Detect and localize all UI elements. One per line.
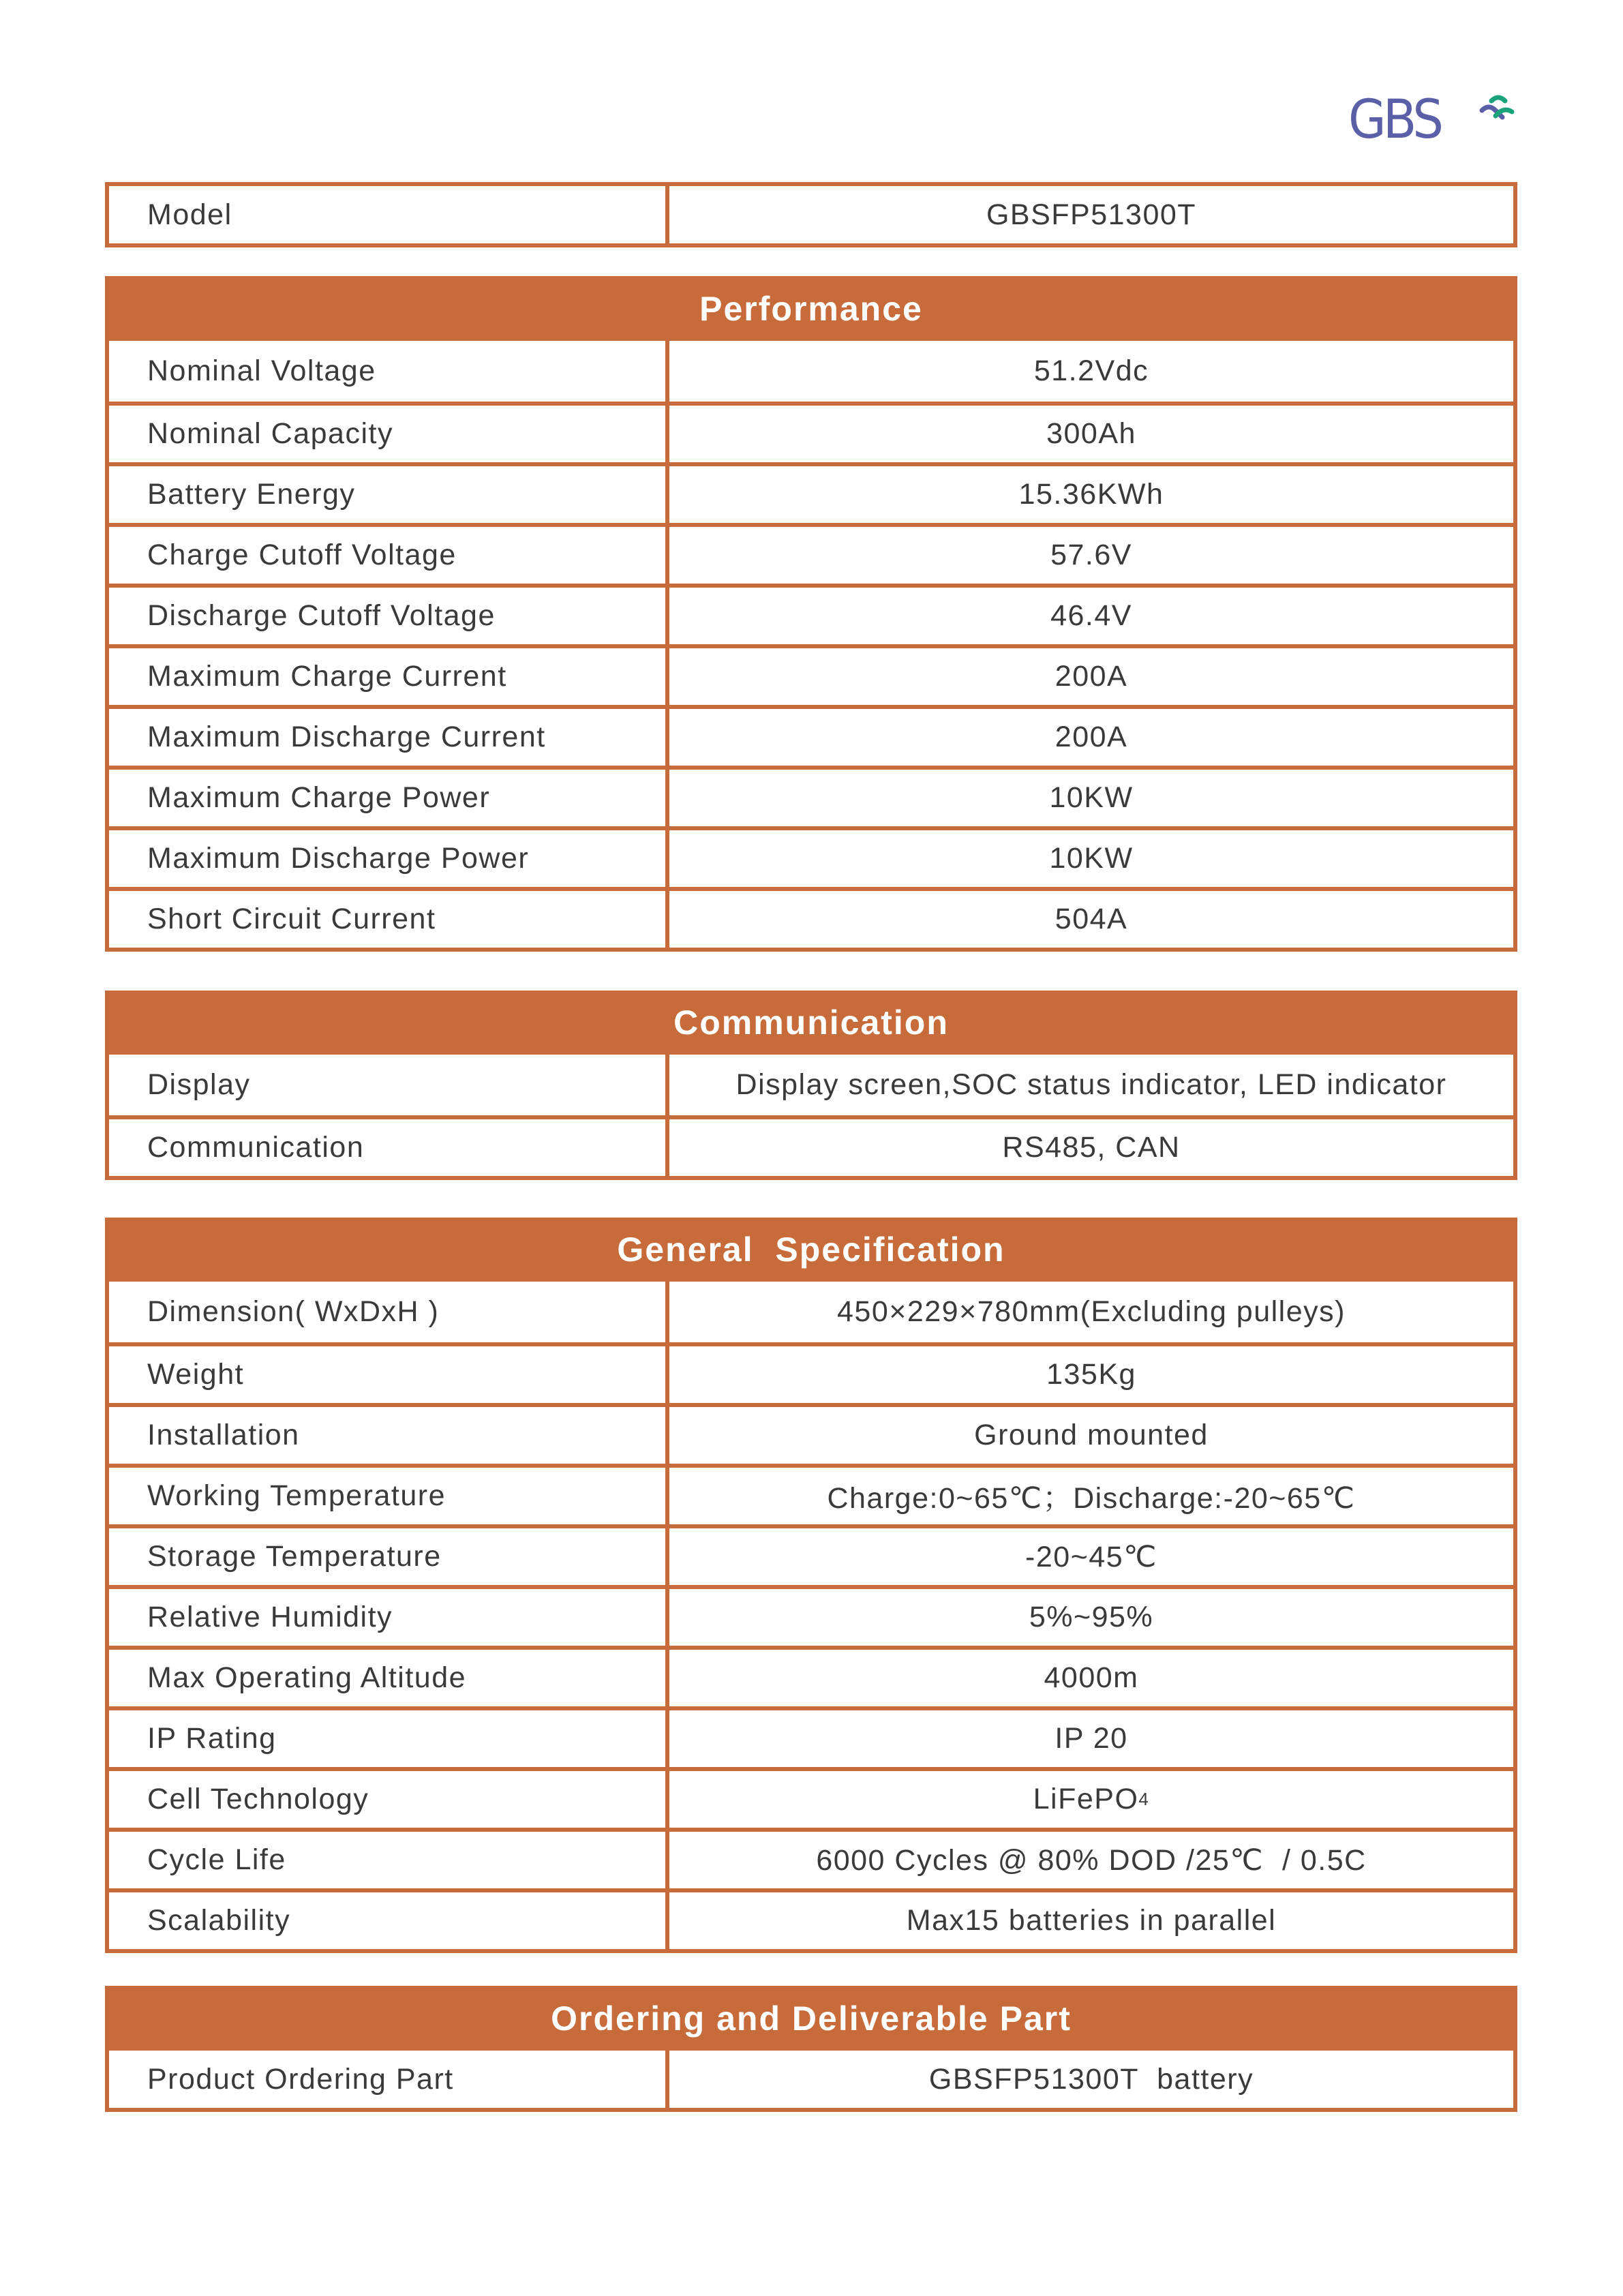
table-row [109,705,1513,766]
row-value: Max15 batteries in parallel [906,1904,1277,1937]
leaf-arrows-icon [1476,93,1517,127]
row-value: 135Kg [1046,1358,1136,1391]
table-row [109,402,1513,462]
row-label: Battery Energy [109,466,669,523]
row-value: Ground mounted [974,1419,1209,1451]
table-row [109,523,1513,584]
logo-text: GBS [1348,89,1441,151]
row-value: 46.4V [1050,599,1132,632]
row-label: Installation [109,1407,669,1464]
subscript: 4 [1138,1789,1150,1809]
row-value: 57.6V [1050,539,1132,571]
row-label: Scalability [109,1892,669,1949]
row-label: Relative Humidity [109,1589,669,1646]
row-label: IP Rating [109,1710,669,1767]
row-label: Maximum Charge Current [109,648,669,705]
row-label: Max Operating Altitude [109,1650,669,1706]
row-label: Maximum Discharge Power [109,830,669,887]
table-row [109,1585,1513,1646]
section-title: Performance [105,276,1517,341]
table-row [109,1888,1513,1949]
table-row [109,644,1513,705]
row-label: Maximum Charge Power [109,770,669,826]
table-row [109,1524,1513,1585]
table-row [109,826,1513,887]
row-label: Working Temperature [109,1468,669,1524]
row-value: 6000 Cycles @ 80% DOD /25℃ / 0.5C [816,1843,1367,1877]
row-label: Product Ordering Part [109,2051,669,2108]
row-label: Discharge Cutoff Voltage [109,588,669,644]
row-label: Display [109,1055,669,1115]
row-label: Cycle Life [109,1832,669,1888]
row-value: 51.2Vdc [1033,354,1149,387]
table-row [109,1767,1513,1828]
table-row [109,1706,1513,1767]
table-row [109,1464,1513,1524]
model-table [105,182,1517,247]
brand-logo [1348,87,1526,153]
row-value: Display screen,SOC status indicator, LED indicator [735,1068,1447,1101]
row-label: Charge Cutoff Voltage [109,527,669,584]
row-label: Weight [109,1346,669,1403]
row-label: Short Circuit Current [109,891,669,948]
section-title: Ordering and Deliverable Part [105,1986,1517,2051]
general-specification-table [105,1218,1517,1953]
row-value: 450×229×780mm(Excluding pulleys) [837,1295,1346,1328]
row-value: -20~45℃ [1025,1540,1157,1573]
row-label: Nominal Capacity [109,406,669,462]
row-label: Dimension( WxDxH ) [109,1282,669,1342]
row-value: 504A [1055,903,1128,935]
table-row [109,1115,1513,1176]
ordering-table [105,1986,1517,2112]
table-row [109,1403,1513,1464]
table-row [109,2051,1513,2108]
row-label: Maximum Discharge Current [109,709,669,766]
table-row [109,584,1513,644]
table-row [109,341,1513,402]
communication-table [105,991,1517,1180]
row-value: Charge:0~65℃；Discharge:-20~65℃ [827,1482,1356,1515]
row-value: GBSFP51300T battery [928,2062,1254,2096]
table-row [109,1342,1513,1403]
row-value: 4000m [1044,1661,1139,1694]
row-value: 300Ah [1046,417,1136,450]
section-title: Communication [105,991,1517,1055]
row-label: Model [109,186,669,243]
row-value: 10KW [1049,842,1134,875]
row-value: RS485, CAN [1002,1131,1181,1164]
table-row [109,1282,1513,1342]
row-label: Communication [109,1119,669,1176]
row-value: 10KW [1049,781,1134,814]
section-title: General Specification [105,1218,1517,1282]
row-label: Nominal Voltage [109,341,669,402]
row-value: IP 20 [1055,1722,1128,1755]
table-row [109,462,1513,523]
row-label: Cell Technology [109,1771,669,1828]
row-value: 5%~95% [1029,1601,1154,1633]
row-value: 15.36KWh [1018,478,1164,511]
table-row [109,1646,1513,1706]
table-row [109,1055,1513,1115]
table-row [109,186,1513,243]
row-value [669,1771,1513,1828]
row-value: 200A [1055,660,1128,693]
table-row [109,887,1513,948]
table-row [109,766,1513,826]
row-label: Storage Temperature [109,1528,669,1585]
table-row [109,1828,1513,1888]
performance-table [105,276,1517,952]
row-value: GBSFP51300T [986,198,1197,231]
row-value: 200A [1055,721,1128,753]
cell-technology-value: LiFePO [1033,1783,1139,1815]
